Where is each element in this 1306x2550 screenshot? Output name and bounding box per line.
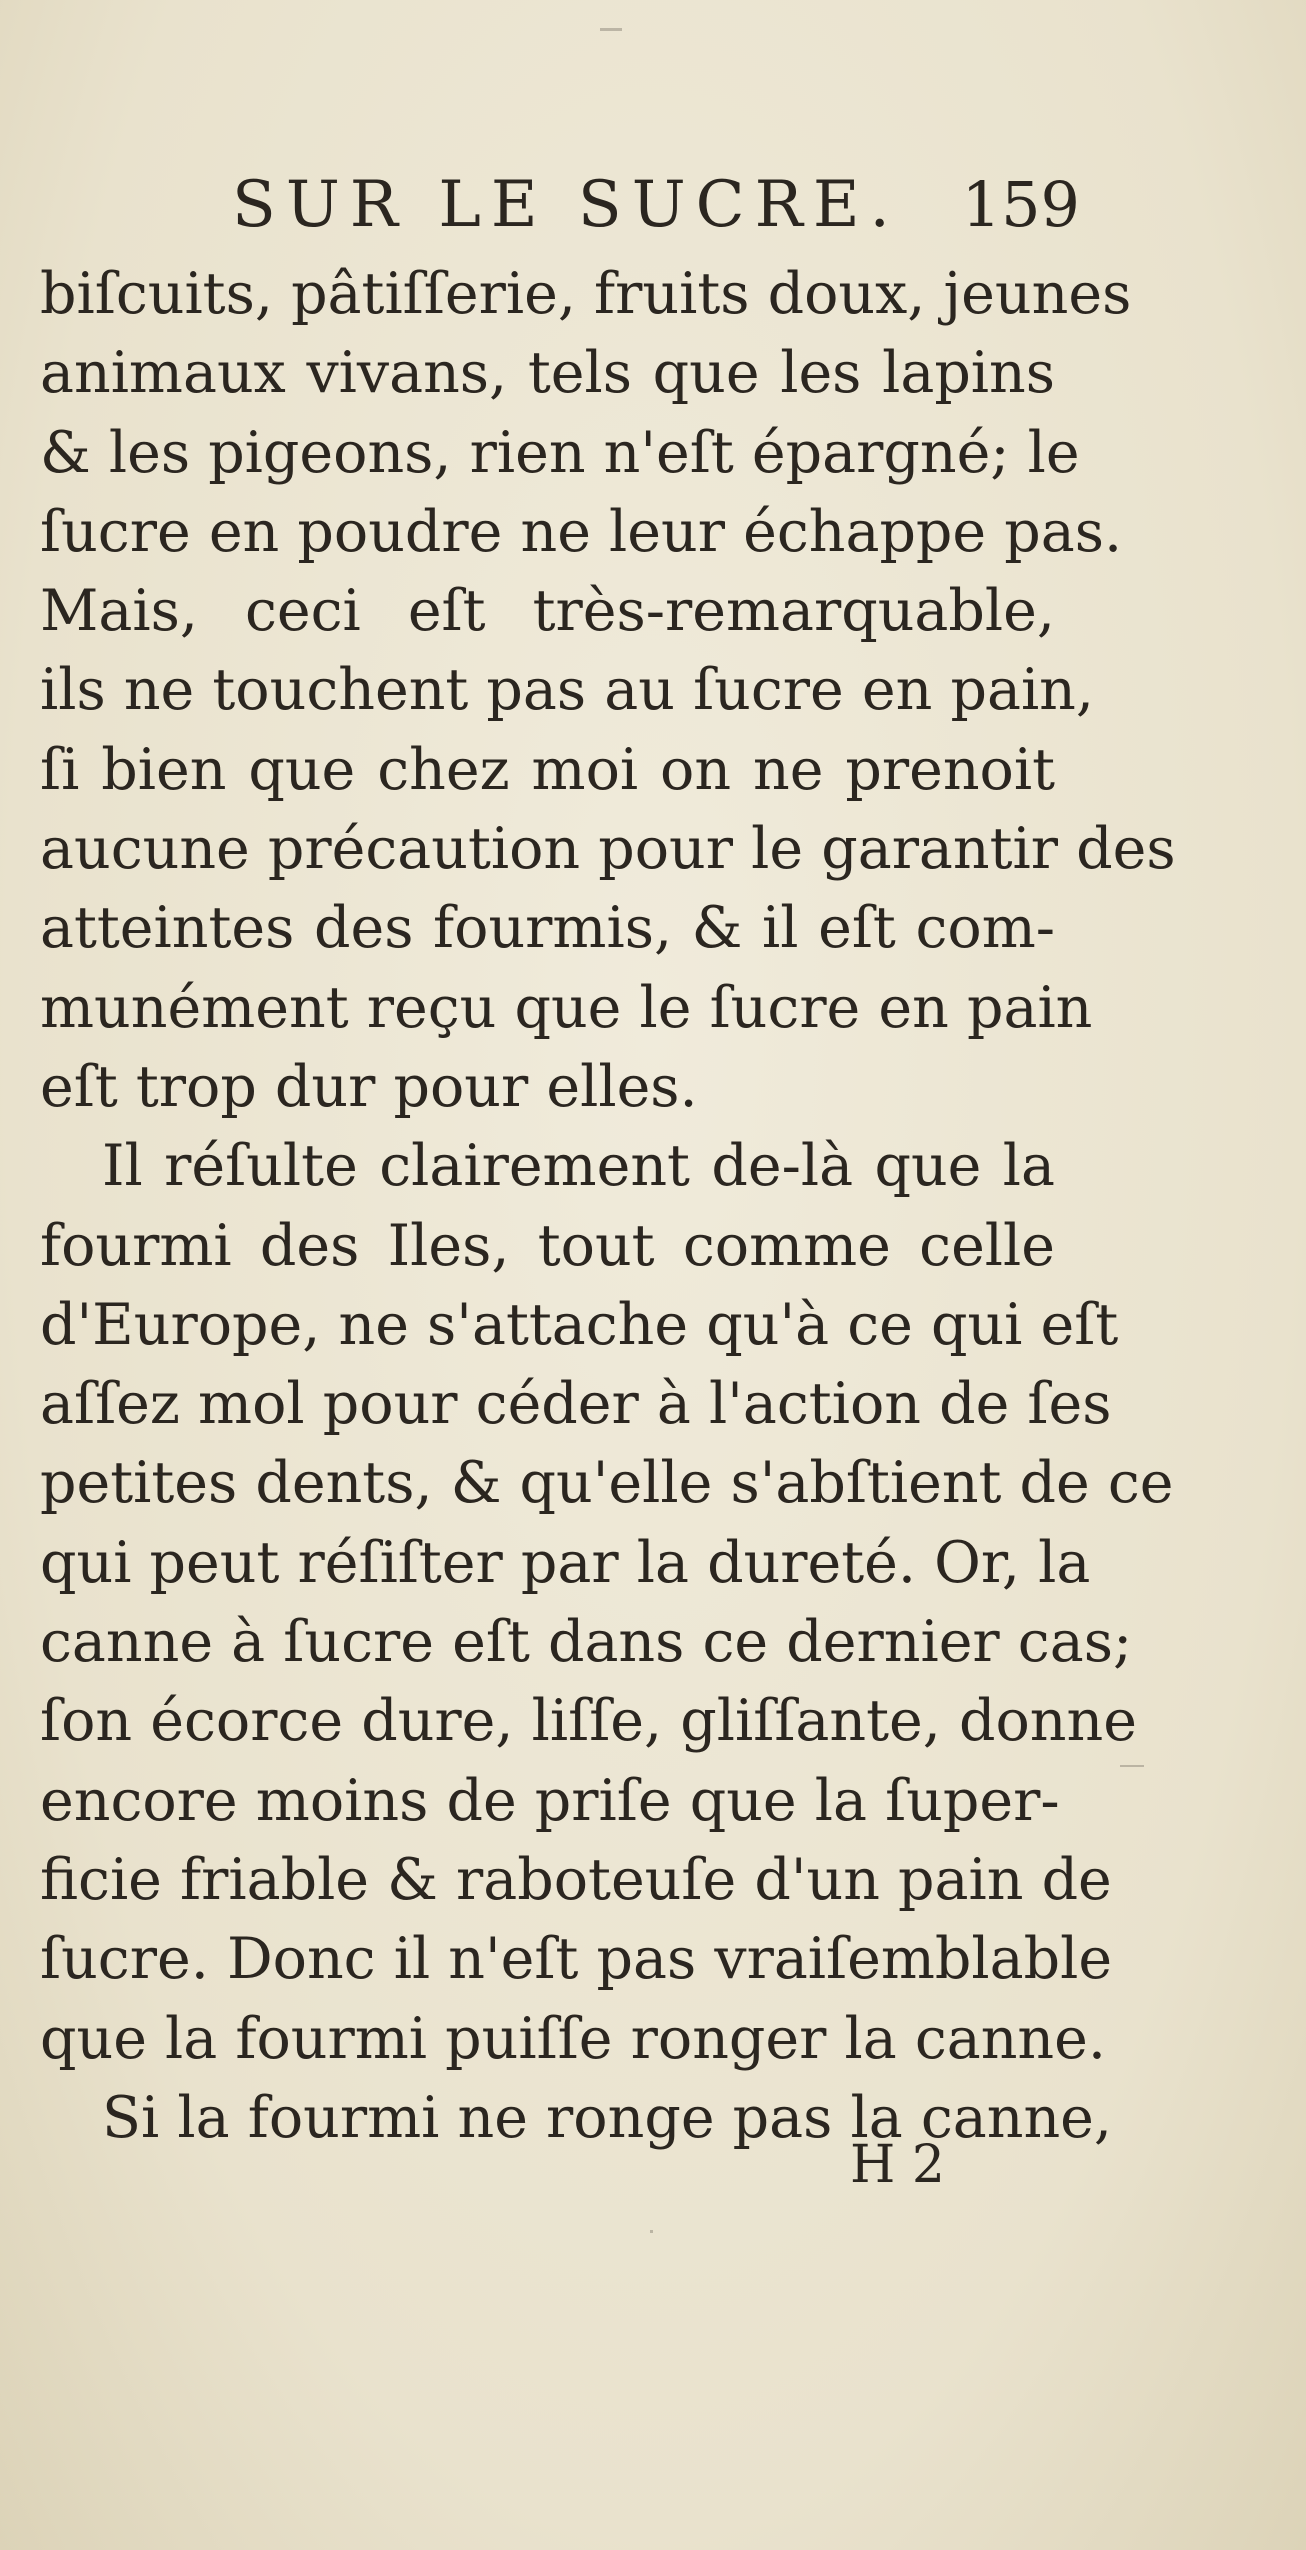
text-line: ſi bien que chez moi on ne prenoit [40, 736, 1055, 803]
text-line: & les pigeons, rien n'eſt épargné; le [40, 419, 1080, 486]
text-line: petites dents, & qu'elle s'abſtient de ce [40, 1450, 1174, 1517]
text-line: ficie friable & raboteuſe d'un pain de [40, 1846, 1112, 1913]
text-line: d'Europe, ne s'attache qu'à ce qui eſt [40, 1291, 1119, 1358]
text-line: canne à ſucre eſt dans ce dernier cas; [40, 1609, 1133, 1676]
signature-mark: H 2 [850, 2135, 945, 2195]
paragraph-first-line: Il réſulte clairement de-là que la [102, 1133, 1055, 1200]
text-line: encore moins de priſe que la ſuper- [40, 1767, 1060, 1834]
text-line: atteintes des fourmis, & il eſt com- [40, 895, 1055, 962]
text-line: ſucre. Donc il n'eſt pas vraiſemblable [40, 1926, 1113, 1993]
paragraph-first-line: Si la fourmi ne ronge pas la canne, [102, 2084, 1113, 2151]
top-margin-tick [600, 28, 622, 31]
text-line: eſt trop dur pour elles. [40, 1053, 698, 1120]
text-line: biſcuits, pâtiſſerie, fruits doux, jeunes [40, 261, 1132, 327]
text-line: animaux vivans, tels que les lapins [40, 340, 1055, 407]
text-line: Mais, ceci eſt très-remarquable, [40, 578, 1055, 645]
text-line: que la fourmi puiſſe ronger la canne. [40, 2005, 1106, 2072]
running-title: SUR LE SUCRE. [232, 168, 900, 242]
running-head [220, 160, 1080, 250]
margin-tick [650, 2230, 653, 2233]
text-line: ſon écorce dure, liſſe, gliſſante, donne [40, 1688, 1137, 1755]
text-line: ils ne touchent pas au ſucre en pain, [40, 657, 1094, 724]
text-line: aucune précaution pour le garantir des [40, 816, 1176, 883]
text-line: aſſez mol pour céder à l'action de ſes [40, 1371, 1112, 1438]
body-text [40, 255, 1176, 2158]
page-number: 159 [961, 168, 1080, 241]
text-line: munément reçu que le ſucre en pain [40, 974, 1093, 1041]
text-line: qui peut réſiſter par la dureté. Or, la [40, 1529, 1091, 1596]
text-line: ſucre en poudre ne leur échappe pas. [40, 498, 1123, 565]
text-line: fourmi des Iles, tout comme celle [40, 1212, 1055, 1279]
margin-tick [1120, 1765, 1144, 1767]
